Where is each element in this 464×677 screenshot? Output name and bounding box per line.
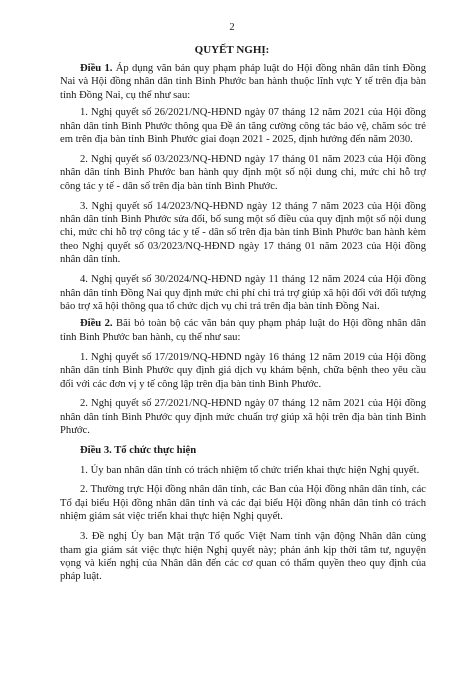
article-1-intro-text: Áp dụng văn bản quy phạm pháp luật do Hội đồng nhân dân tỉnh Đồng Nai và Hội đồng nhân dân tỉnh Bình Phước ban hành thuộc lĩnh vực Y tế trên địa bàn tỉnh Đồng Nai, cụ thể như sau: xyxy=(60,63,427,101)
article-2-intro-text: Bãi bỏ toàn bộ các văn bản quy phạm pháp luật do Hội đồng nhân dân tỉnh Bình Phước ban hành, cụ thể như sau: xyxy=(60,318,426,343)
article-2-item-1: 1. Nghị quyết số 17/2019/NQ-HĐND ngày 16 tháng 12 năm 2019 của Hội đồng nhân dân tỉnh Bình Phước quy định giá dịch vụ khám bệnh, chữa bệnh theo yêu cầu đối với các đơn vị y tế công lập trên địa bàn tỉnh Bình Phước. xyxy=(60,351,426,390)
page-number: 2 xyxy=(229,22,235,33)
article-3-item-3: 3. Đề nghị Ủy ban Mặt trận Tổ quốc Việt Nam tỉnh vận động Nhân dân cùng tham gia giám sát việc thực hiện Nghị quyết này; phản ánh kịp thời tâm tư, nguyện vọng và kiến nghị của Nhân dân đến các cơ quan có thẩm quyền theo quy định của pháp luật. xyxy=(60,531,426,583)
resolution-title: QUYẾT NGHỊ: xyxy=(194,44,270,56)
article-1-heading: Điều 1. xyxy=(80,63,113,74)
article-1-item-1: 1. Nghị quyết số 26/2021/NQ-HĐND ngày 07 tháng 12 năm 2021 của Hội đồng nhân dân tỉnh Bình Phước thông qua Đề án tăng cường công tác bảo vệ, chăm sóc trẻ em trên địa bàn tỉnh Bình Phước giai đoạn 2021 - 2025, định hướng đến năm 2030. xyxy=(60,107,426,146)
article-1-item-3: 3. Nghị quyết số 14/2023/NQ-HĐND ngày 12 tháng 7 năm 2023 của Hội đồng nhân dân tỉnh Bình Phước sửa đổi, bổ sung một số điều của quy định một số nội dung chi, mức chi hỗ trợ công tác y tế - dân số trên địa bàn tỉnh Bình Phước ban hành kèm theo Nghị quyết số 03/2023/NQ-HĐND ngày 17 tháng 01 năm 2023 của Hội đồng nhân dân tỉnh. xyxy=(60,200,426,266)
article-1-intro xyxy=(60,62,426,102)
article-3-item-1: 1. Ủy ban nhân dân tỉnh có trách nhiệm tổ chức triển khai thực hiện Nghị quyết. xyxy=(80,464,420,476)
article-1-item-4: 4. Nghị quyết số 30/2024/NQ-HĐND ngày 11 tháng 12 năm 2024 của Hội đồng nhân dân tỉnh Đồng Nai quy định mức chi phí chi trả trợ giúp xã hội đối với đối tượng bảo trợ xã hội thông qua tổ chức dịch vụ chi trả trên địa bàn tỉnh Đồng Nai. xyxy=(60,274,426,312)
article-1-item-2: 2. Nghị quyết số 03/2023/NQ-HĐND ngày 17 tháng 01 năm 2023 của Hội đồng nhân dân tỉnh Bình Phước ban hành quy định một số nội dung chi, mức chi hỗ trợ công tác y tế - dân số trên địa bàn tỉnh Bình Phước. xyxy=(60,153,426,192)
article-3-item-2: 2. Thường trực Hội đồng nhân dân tỉnh, các Ban của Hội đồng nhân dân tỉnh, các Tổ đại biểu Hội đồng nhân dân tỉnh và các đại biểu Hội đồng nhân dân tỉnh có trách nhiệm giám sát việc triển khai thực hiện Nghị quyết. xyxy=(60,484,426,523)
article-2-heading: Điều 2. xyxy=(80,318,113,330)
article-3-heading: Điều 3. Tổ chức thực hiện xyxy=(80,445,197,457)
document-body xyxy=(60,62,426,588)
article-2-item-2: 2. Nghị quyết số 27/2021/NQ-HĐND ngày 07 tháng 12 năm 2021 của Hội đồng nhân dân tỉnh Bình Phước quy định mức chuẩn trợ giúp xã hội trên địa bàn tỉnh Bình Phước. xyxy=(60,398,426,437)
article-2-intro xyxy=(60,317,426,344)
